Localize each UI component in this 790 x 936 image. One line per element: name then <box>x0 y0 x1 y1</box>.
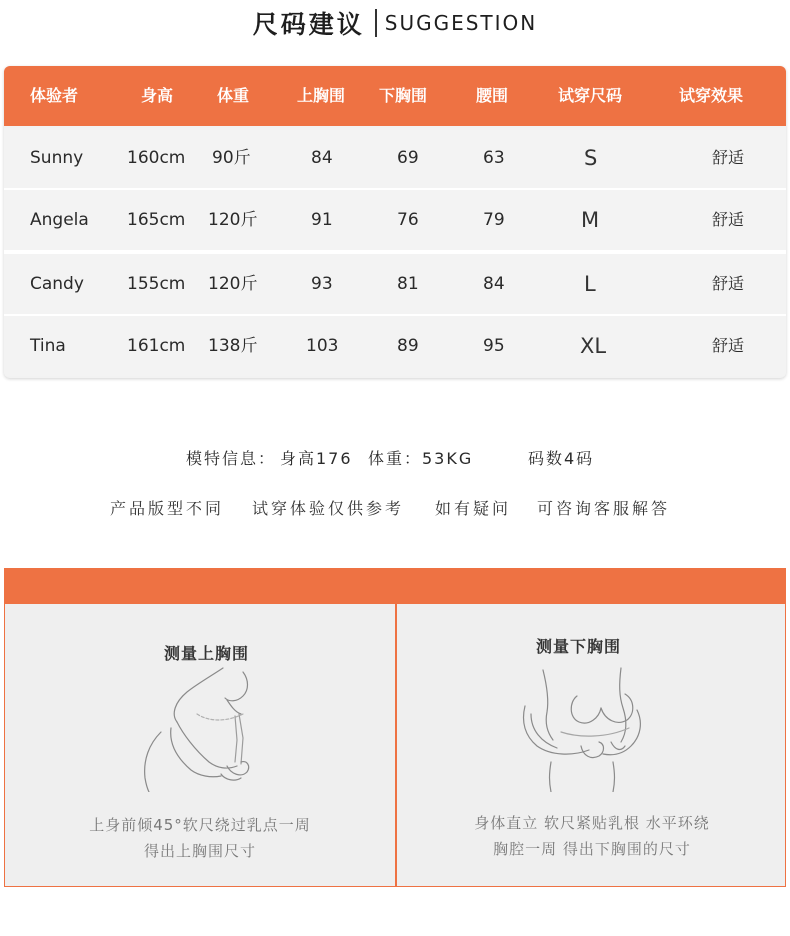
cell-tester: Tina <box>30 336 66 356</box>
cell-weight: 120斤 <box>208 210 258 230</box>
cell-under-bust: 89 <box>397 336 419 356</box>
col-header-weight: 体重 <box>217 86 250 105</box>
cell-upper-bust: 103 <box>306 336 339 356</box>
cell-under-bust: 69 <box>397 148 419 168</box>
model-weight: 体重：53KG <box>368 449 474 468</box>
col-header-effect: 试穿效果 <box>679 86 744 105</box>
cell-try-size: M <box>581 208 600 232</box>
cell-weight: 138斤 <box>208 336 258 356</box>
upper-bust-desc-line: 得出上胸围尺寸 <box>143 842 256 860</box>
measure-guide-panel <box>4 604 786 887</box>
notice-part: 如有疑问 <box>435 499 512 518</box>
col-header-waist: 腰围 <box>476 86 509 105</box>
cell-height: 161cm <box>127 336 186 356</box>
cell-under-bust: 76 <box>397 210 419 230</box>
cell-try-size: XL <box>580 334 607 358</box>
cell-effect: 舒适 <box>712 274 745 293</box>
model-info <box>186 446 595 468</box>
cell-height: 165cm <box>127 210 186 230</box>
col-header-try-size: 试穿尺码 <box>558 86 623 105</box>
measure-under-bust-description <box>397 810 787 862</box>
under-bust-desc-line: 身体直立 软尺紧贴乳根 水平环绕 <box>474 814 710 832</box>
cell-upper-bust: 84 <box>311 148 333 168</box>
table-row <box>4 254 786 314</box>
table-row <box>4 128 786 188</box>
cell-under-bust: 81 <box>397 274 419 294</box>
cell-waist: 79 <box>483 210 505 230</box>
cell-tester: Angela <box>30 210 89 230</box>
title-divider <box>375 9 377 37</box>
col-header-height: 身高 <box>141 86 174 105</box>
cell-weight: 120斤 <box>208 274 258 294</box>
size-suggestion-table <box>4 66 786 378</box>
cell-tester: Sunny <box>30 148 84 168</box>
cell-effect: 舒适 <box>712 148 745 167</box>
model-height: 身高176 <box>280 449 353 468</box>
under-bust-figure-illustration <box>517 666 647 792</box>
upper-bust-figure-illustration <box>131 666 261 792</box>
cell-effect: 舒适 <box>712 336 745 355</box>
cell-weight: 90斤 <box>212 148 251 168</box>
cell-try-size: S <box>584 146 598 170</box>
notice-part: 产品版型不同 <box>110 499 225 518</box>
measure-header-bar <box>4 568 786 606</box>
model-size: 码数4码 <box>528 449 595 468</box>
cell-upper-bust: 93 <box>311 274 333 294</box>
measure-upper-bust-title: 测量上胸围 <box>164 644 250 663</box>
cell-waist: 95 <box>483 336 505 356</box>
col-header-tester: 体验者 <box>30 86 79 105</box>
cell-height: 160cm <box>127 148 186 168</box>
notice-part: 可咨询客服解答 <box>537 499 671 518</box>
cell-waist: 63 <box>483 148 505 168</box>
table-header <box>4 66 786 126</box>
table-row <box>4 190 786 250</box>
col-header-upper-bust: 上胸围 <box>297 86 346 105</box>
page-title <box>0 6 790 40</box>
cell-upper-bust: 91 <box>311 210 333 230</box>
title-english: SUGGESTION <box>384 11 538 35</box>
measure-upper-bust-description <box>5 812 395 864</box>
title-chinese: 尺码建议 <box>252 10 365 39</box>
upper-bust-desc-line: 上身前倾45°软尺绕过乳点一周 <box>89 816 311 834</box>
cell-waist: 84 <box>483 274 505 294</box>
col-header-under-bust: 下胸围 <box>379 86 428 105</box>
notice-part: 试穿体验仅供参考 <box>252 499 405 518</box>
cell-try-size: L <box>584 272 596 296</box>
cell-height: 155cm <box>127 274 186 294</box>
cell-effect: 舒适 <box>712 210 745 229</box>
table-row <box>4 316 786 376</box>
under-bust-desc-line: 胸腔一周 得出下胸围的尺寸 <box>493 840 691 858</box>
fit-notice <box>110 496 690 520</box>
model-info-label: 模特信息： <box>186 449 277 468</box>
cell-tester: Candy <box>30 274 84 294</box>
measure-under-bust-title: 测量下胸围 <box>536 637 622 656</box>
